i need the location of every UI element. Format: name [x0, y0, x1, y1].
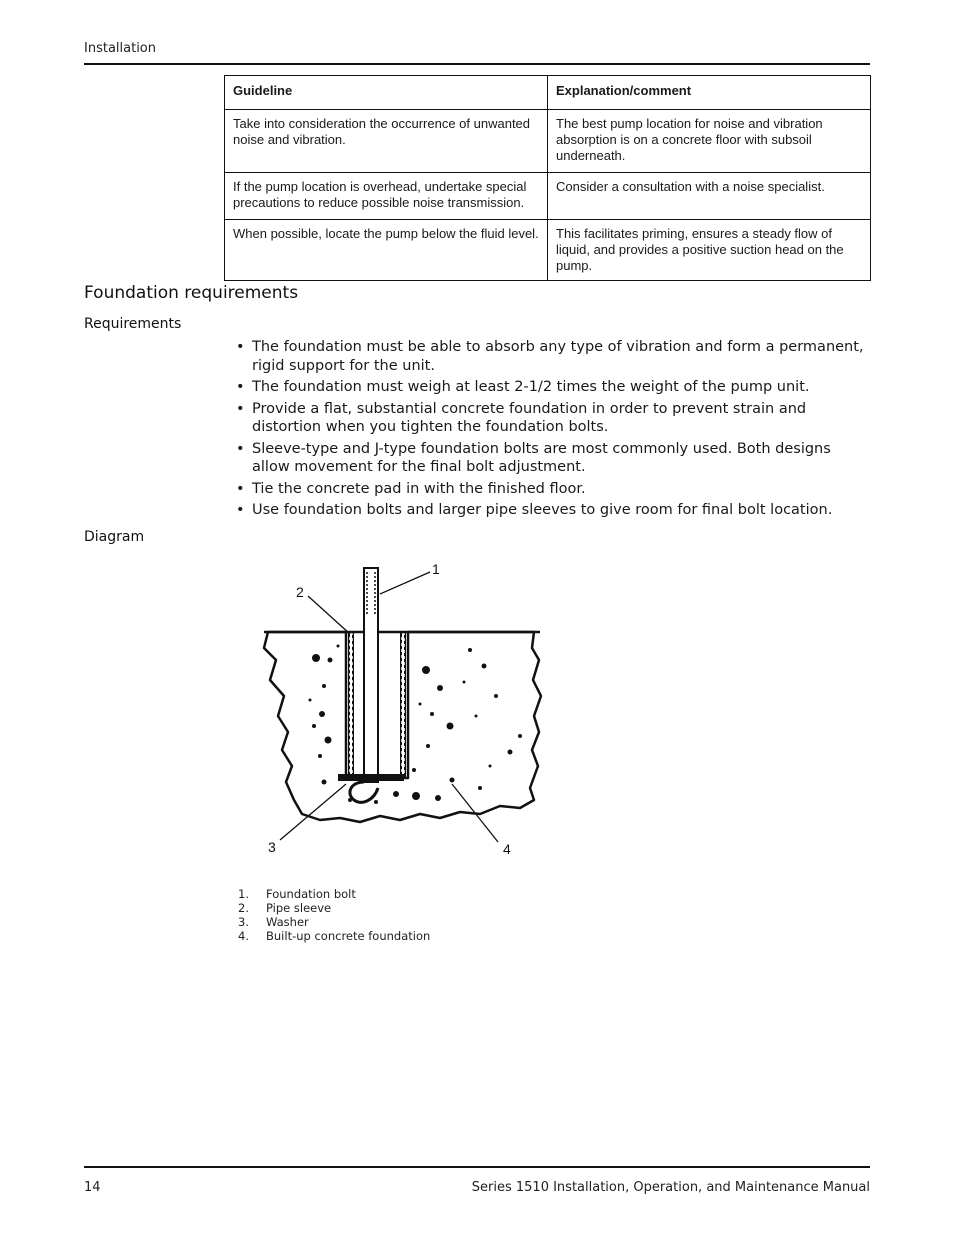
list-item-text: The foundation must weigh at least 2-1/2 times the weight of the pump unit.	[252, 379, 810, 395]
legend-number: 1.	[238, 887, 249, 901]
explanation-cell: The best pump location for noise and vibration absorption is on a concrete floor with subsoil underneath.	[548, 110, 871, 173]
washer-icon	[338, 774, 404, 781]
diagram-legend	[238, 887, 430, 943]
guideline-cell: When possible, locate the pump below the fluid level.	[225, 220, 548, 281]
list-item	[236, 378, 866, 397]
foundation-bolt-diagram	[250, 556, 570, 866]
bullet-icon: •	[236, 440, 245, 457]
footer-title: Series 1510 Installation, Operation, and Maintenance Manual	[471, 1180, 870, 1195]
list-item	[236, 440, 866, 477]
list-item	[238, 915, 430, 929]
legend-text: Built-up concrete foundation	[266, 929, 431, 943]
footer-rule	[84, 1166, 870, 1168]
guideline-cell: If the pump location is overhead, undertake special precautions to reduce possible noise transmission.	[225, 173, 548, 220]
list-item-text: Use foundation bolts and larger pipe sleeves to give room for final bolt location.	[252, 502, 833, 518]
list-item-text: Tie the concrete pad in with the finished floor.	[252, 480, 586, 497]
explanation-cell: This facilitates priming, ensures a steady flow of liquid, and provides a positive suction head on the pump.	[548, 220, 871, 281]
header-rule	[84, 63, 870, 65]
list-item	[238, 887, 430, 901]
guideline-cell: Take into consideration the occurrence of unwanted noise and vibration.	[225, 110, 548, 173]
list-item-text: Sleeve-type and J-type foundation bolts are most commonly used. Both designs allow movement for the final bolt adjustment.	[252, 440, 831, 475]
table-row	[225, 173, 871, 220]
list-item	[236, 400, 866, 437]
foundation-bolt-icon	[350, 568, 378, 802]
requirements-subheading: Requirements	[84, 316, 182, 332]
callout-1: 1	[432, 561, 440, 577]
diagram-subheading: Diagram	[84, 529, 145, 545]
column-header-guideline: Guideline	[225, 76, 548, 110]
table-header-row	[225, 76, 871, 110]
section-heading: Foundation requirements	[84, 283, 299, 303]
requirements-list	[236, 338, 866, 523]
list-item-text: The foundation must be able to absorb any type of vibration and form a permanent, rigid support for the unit.	[252, 339, 864, 374]
legend-number: 4.	[238, 929, 249, 943]
list-item	[238, 929, 430, 943]
callout-2: 2	[296, 584, 304, 600]
list-item-text: Provide a flat, substantial concrete foundation in order to prevent strain and distortion when you tighten the foundation bolts.	[252, 400, 807, 435]
guidelines-table	[224, 75, 871, 281]
legend-text: Foundation bolt	[266, 887, 356, 901]
column-header-explanation: Explanation/comment	[548, 76, 871, 110]
page-number: 14	[84, 1180, 101, 1195]
bullet-icon: •	[236, 480, 245, 497]
legend-number: 3.	[238, 915, 249, 929]
running-header: Installation	[84, 41, 157, 56]
bullet-icon: •	[236, 502, 245, 518]
legend-text: Pipe sleeve	[266, 901, 332, 915]
table-row	[225, 220, 871, 281]
bullet-icon: •	[236, 339, 245, 355]
bullet-icon: •	[236, 379, 245, 395]
legend-number: 2.	[238, 901, 249, 915]
callout-3: 3	[268, 839, 276, 855]
list-item	[236, 338, 866, 375]
list-item	[236, 480, 866, 499]
explanation-cell: Consider a consultation with a noise specialist.	[548, 173, 871, 220]
list-item	[238, 901, 430, 915]
callout-4: 4	[503, 841, 511, 857]
legend-text: Washer	[266, 915, 309, 929]
table-row	[225, 110, 871, 173]
bullet-icon: •	[236, 400, 245, 417]
list-item	[236, 501, 866, 520]
